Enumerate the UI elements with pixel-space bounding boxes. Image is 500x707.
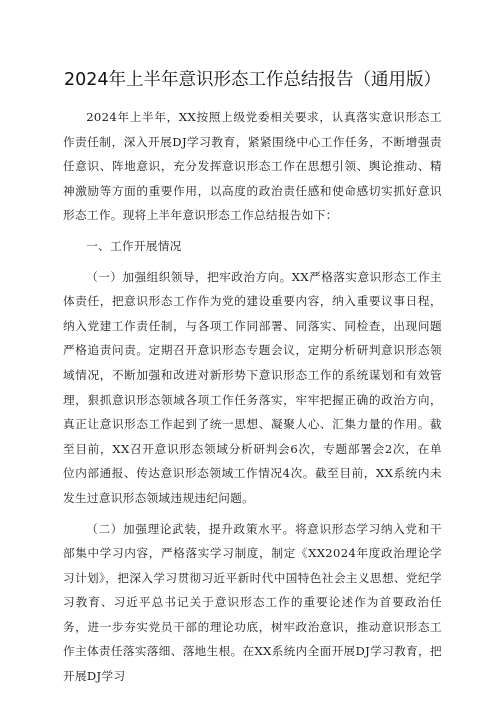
paragraph-theory: （二）加强理论武装，提升政策水平。将意识形态学习纳入党和干部集中学习内容，严格落实学习制度，制定《XX2024年度政治理论学习计划》，把深入学习贯彻习近平新时代中国特色社会主义思想、党纪学习教育、习近平总书记关于意识形态工作的重要论述作为首要政治任务，进一步夯实党员干部的理论功底，树牢政治意识，推动意识形态工作主体责任落实落细、落地生根。在XX系统内全面开展DJ学习教育，把开展DJ学习: [63, 521, 442, 684]
paragraph-organization: （一）加强组织领导，把牢政治方向。XX严格落实意识形态工作主体责任，把意识形态工作作为党的建设重要内容，纳入重要议事日程，纳入党建工作责任制，与各项工作同部署、同落实、同检查，出现问题严格追责问责。定期召开意识形态专题会议，定期分析研判意识形态领域情况，不断加强和改进对新形势下意识形态工作的系统谋划和有效管理，狠抓意识形态领域各项工作任务落实，牢牢把握正确的政治方向，真正让意识形态工作起到了统一思想、凝聚人心、汇集力量的作用。截至目前，XX召开意识形态领域分析研判会6次，专题部署会2次，在单位内部通报、传达意识形态领域工作情况4次。截至目前，XX系统内未发生过意识形态领域违规违纪问题。: [63, 269, 442, 505]
section-heading: 一、工作开展情况: [86, 238, 182, 253]
document-title: 2024年上半年意识形态工作总结报告（通用版）: [63, 70, 442, 90]
intro-paragraph: 2024年上半年，XX按照上级党委相关要求，认真落实意识形态工作责任制，深入开展DJ学习教育，紧紧围绕中心工作任务，不断增强责任意识、阵地意识，充分发挥意识形态工作在思想引领、舆论推动、精神激励等方面的重要作用，以高度的政治责任感和使命感切实抓好意识形态工作。现将上半年意识形态工作总结报告如下：: [63, 110, 442, 223]
